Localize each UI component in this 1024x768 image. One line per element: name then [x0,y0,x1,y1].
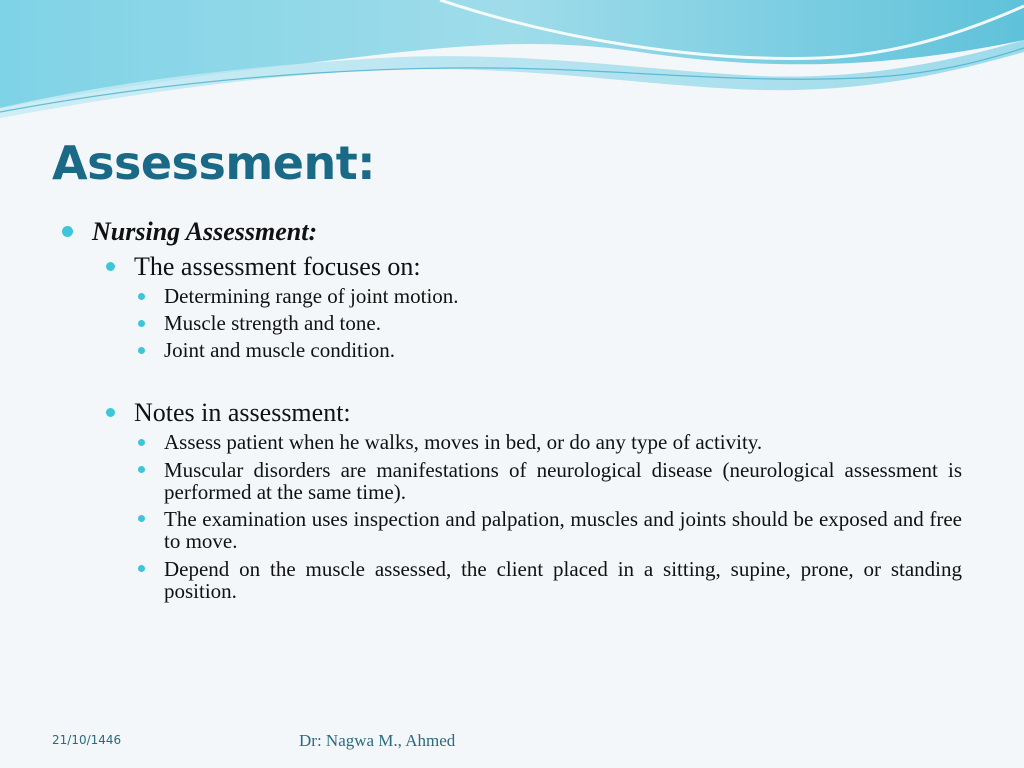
list-item: Assess patient when he walks, moves in bed, or do any type of activity. [164,430,763,454]
slide-title: Assessment: [52,136,376,190]
list-item: The examination uses inspection and palpation, muscles and joints should be exposed and free to move. [164,507,962,553]
bullet-icon [106,262,115,271]
list-item: Depend on the muscle assessed, the client placed in a sitting, supine, prone, or standing position. [164,557,962,603]
bullet-icon [106,408,115,417]
bullet-icon [138,347,145,354]
footer-date: 21/10/1446 [52,733,122,747]
header-wave-decoration [0,0,1024,130]
bullet-icon [138,466,145,473]
bullet-icon [62,226,73,237]
list-item: Determining range of joint motion. [164,284,459,308]
bullet-icon [138,515,145,522]
list-item: Joint and muscle condition. [164,338,395,362]
bullet-icon [138,293,145,300]
list-item: Muscle strength and tone. [164,311,381,335]
bullet-icon [138,439,145,446]
list-item: Muscular disorders are manifestations of neurological disease (neurological assessment is performed at the same time). [164,458,962,504]
focus-heading: The assessment focuses on: [134,252,421,281]
bullet-icon [138,320,145,327]
footer-author: Dr: Nagwa M., Ahmed [299,731,456,750]
notes-heading: Notes in assessment: [134,398,351,427]
bullet-icon [138,565,145,572]
section-heading: Nursing Assessment: [92,217,318,246]
